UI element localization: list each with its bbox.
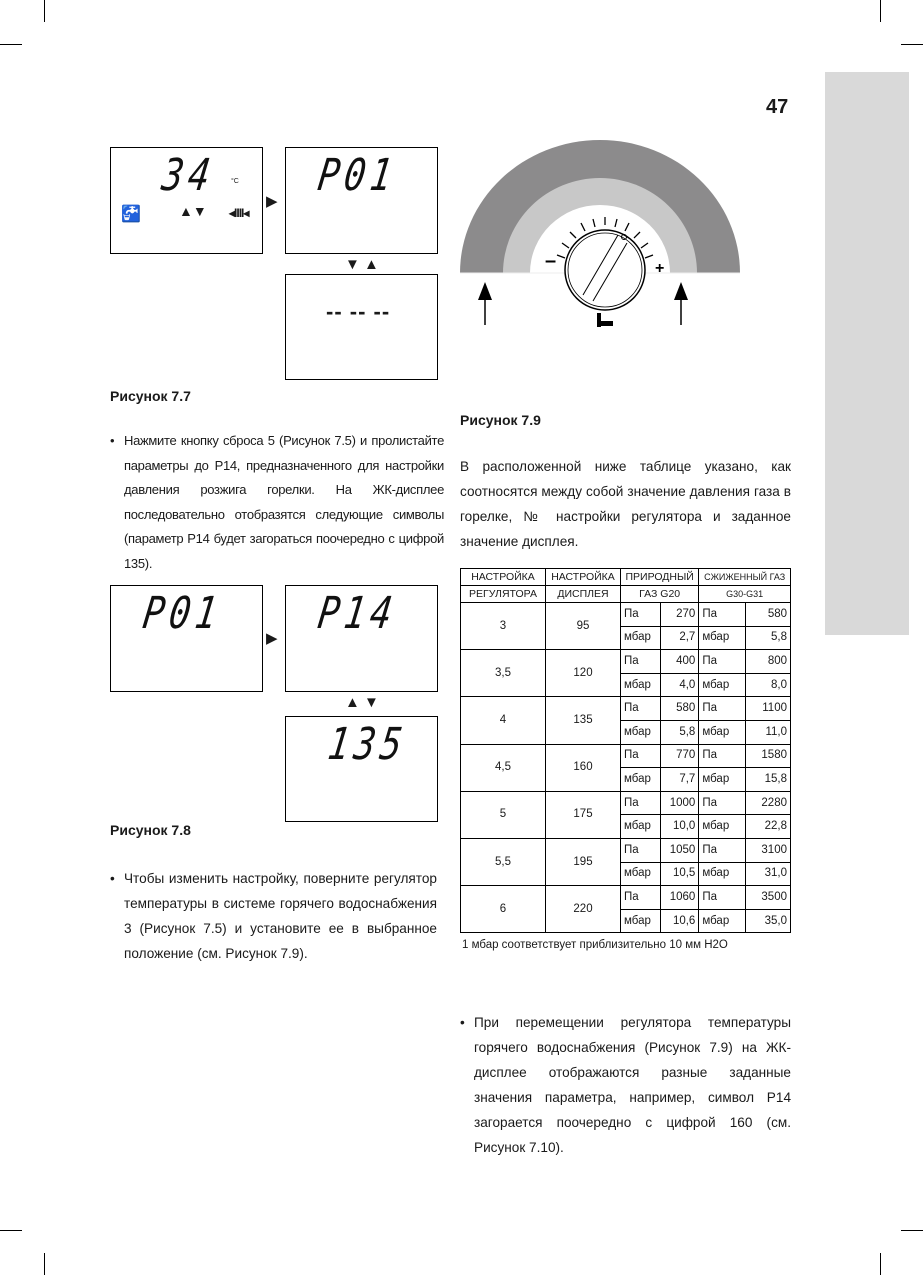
natural-gas-mbar: 4,0: [660, 673, 698, 697]
celsius-unit: °C: [231, 178, 239, 185]
lcd-display-135: [285, 716, 438, 822]
header-natural-gas: ПРИРОДНЫЙ: [621, 569, 699, 586]
lpg-pa: 1100: [746, 697, 791, 721]
table-row: [461, 838, 791, 862]
header-display: НАСТРОЙКА: [546, 569, 621, 586]
lcd-display-dashes: [285, 274, 438, 380]
temperature-value: 34: [158, 150, 218, 201]
regulator-setting: 4,5: [461, 744, 546, 791]
unit-label: Па: [621, 886, 661, 910]
unit-label: Па: [699, 838, 746, 862]
display-setting: 135: [546, 697, 621, 744]
header-regulator: НАСТРОЙКА: [461, 569, 546, 586]
lpg-mbar: 31,0: [746, 862, 791, 886]
page-number: 47: [766, 96, 789, 118]
lcd-display-p14: [285, 585, 438, 692]
display-setting: 220: [546, 886, 621, 933]
table-row: [461, 886, 791, 910]
updown-blink-icon: ▲▼: [179, 203, 207, 219]
lpg-mbar: 11,0: [746, 720, 791, 744]
regulator-setting: 4: [461, 697, 546, 744]
lcd-display-p01: [285, 147, 438, 254]
crop-mark: [901, 1230, 923, 1231]
lpg-pa: 580: [746, 603, 791, 627]
arrow-right-icon: ▶: [266, 630, 278, 647]
lpg-pa: 3500: [746, 886, 791, 910]
crop-mark: [901, 44, 923, 45]
table-row: [461, 744, 791, 768]
unit-label: Па: [699, 886, 746, 910]
unit-label: Па: [699, 744, 746, 768]
unit-label: Па: [699, 791, 746, 815]
lpg-mbar: 5,8: [746, 626, 791, 650]
figure-caption: Рисунок 7.9: [460, 412, 541, 428]
lpg-mbar: 8,0: [746, 673, 791, 697]
natural-gas-mbar: 10,6: [660, 909, 698, 933]
header-lpg: СЖИЖЕННЫЙ ГАЗ: [699, 569, 791, 586]
crop-mark: [44, 0, 45, 22]
regulator-setting: 5: [461, 791, 546, 838]
unit-label: мбар: [699, 673, 746, 697]
lcd-display-temperature: [110, 147, 263, 254]
arrow-up-right-icon: [674, 282, 688, 325]
unit-label: мбар: [699, 909, 746, 933]
display-setting: 195: [546, 838, 621, 885]
unit-label: Па: [621, 697, 661, 721]
unit-label: мбар: [699, 768, 746, 792]
unit-label: мбар: [621, 862, 661, 886]
unit-label: Па: [699, 650, 746, 674]
header-lpg-2: G30-G31: [699, 586, 791, 603]
unit-label: мбар: [621, 815, 661, 839]
crop-mark: [44, 1253, 45, 1275]
unit-label: мбар: [621, 626, 661, 650]
display-text: 135: [324, 719, 410, 770]
section-tab: [825, 72, 909, 635]
natural-gas-mbar: 10,0: [660, 815, 698, 839]
lpg-pa: 2280: [746, 791, 791, 815]
table-footnote: 1 мбар соответствует приблизительно 10 мм H2O: [462, 939, 728, 952]
lpg-pa: 3100: [746, 838, 791, 862]
unit-label: мбар: [699, 720, 746, 744]
table-block: [460, 568, 791, 952]
lcd-display-p01: [110, 585, 263, 692]
plus-sign: +: [655, 260, 665, 277]
regulator-setting: 6: [461, 886, 546, 933]
figure-caption: Рисунок 7.8: [110, 822, 191, 838]
unit-label: Па: [699, 603, 746, 627]
header-regulator-2: РЕГУЛЯТОРА: [461, 586, 546, 603]
figure-caption: Рисунок 7.7: [110, 388, 191, 404]
display-setting: 160: [546, 744, 621, 791]
natural-gas-pa: 770: [660, 744, 698, 768]
display-text: P01: [139, 588, 225, 639]
display-text: P01: [314, 150, 400, 201]
crop-mark: [0, 44, 22, 45]
unit-label: Па: [621, 744, 661, 768]
tap-icon: 🚰: [121, 206, 141, 223]
natural-gas-pa: 400: [660, 650, 698, 674]
crop-mark: [880, 0, 881, 22]
unit-label: мбар: [621, 720, 661, 744]
display-text: -- -- --: [326, 299, 391, 324]
natural-gas-pa: 580: [660, 697, 698, 721]
natural-gas-pa: 1050: [660, 838, 698, 862]
dial-knob: [565, 230, 645, 310]
arrows-updown-icon: ▲ ▼: [345, 694, 379, 711]
table-row: [461, 697, 791, 721]
table-row: [461, 791, 791, 815]
regulator-setting: 3: [461, 603, 546, 650]
header-natural-gas-2: ГАЗ G20: [621, 586, 699, 603]
unit-label: мбар: [621, 768, 661, 792]
hot-water-tap-icon: [597, 313, 613, 327]
unit-label: Па: [621, 791, 661, 815]
natural-gas-pa: 1060: [660, 886, 698, 910]
natural-gas-pa: 1000: [660, 791, 698, 815]
unit-label: Па: [621, 838, 661, 862]
crop-mark: [0, 1230, 22, 1231]
minus-sign: –: [545, 250, 557, 272]
natural-gas-pa: 270: [660, 603, 698, 627]
display-setting: 175: [546, 791, 621, 838]
arrow-right-icon: ▶: [266, 193, 278, 210]
unit-label: Па: [621, 603, 661, 627]
display-setting: 95: [546, 603, 621, 650]
unit-label: мбар: [621, 673, 661, 697]
regulator-setting: 5,5: [461, 838, 546, 885]
unit-label: мбар: [699, 862, 746, 886]
instruction-bullet: • Нажмите кнопку сброса 5 (Рисунок 7.5) и пролистайте параметры до P14, предназначенного для настройки давления розжига горелки. На ЖК-дисплее последовательно отобразятся следующие символы (параметр P14 будет загораться поочередно с цифрой 135).: [110, 429, 444, 576]
header-display-2: ДИСПЛЕЯ: [546, 586, 621, 603]
unit-label: Па: [621, 650, 661, 674]
arrows-updown-icon: ▼ ▲: [345, 256, 379, 273]
lpg-pa: 800: [746, 650, 791, 674]
display-text: P14: [314, 588, 400, 639]
unit-label: мбар: [699, 815, 746, 839]
regulator-setting: 3,5: [461, 650, 546, 697]
lpg-mbar: 35,0: [746, 909, 791, 933]
crop-mark: [880, 1253, 881, 1275]
radiator-icon: ◂IIII◂: [229, 206, 249, 220]
instruction-bullet: • Чтобы изменить настройку, поверните регулятор температуры в системе горячего водоснабжения 3 (Рисунок 7.5) и установите ее в выбранное положение (см. Рисунок 7.9).: [110, 866, 437, 966]
natural-gas-mbar: 10,5: [660, 862, 698, 886]
unit-label: мбар: [621, 909, 661, 933]
instruction-bullet: • При перемещении регулятора температуры горячего водоснабжения (Рисунок 7.9) на ЖК-дисплее отображаются разные заданные значения параметра, например, символ P14 загорается поочередно с цифрой 160 (см. Рисунок 7.10).: [460, 1010, 791, 1160]
table-row: [461, 603, 791, 627]
regulator-dial-diagram: [455, 135, 795, 335]
arrow-up-left-icon: [478, 282, 492, 325]
unit-label: Па: [699, 697, 746, 721]
table-intro: В расположенной ниже таблице указано, как соотносятся между собой значение давления газа в горелке, № настройки регулятора и заданное значение дисплея.: [460, 459, 791, 549]
table-row: [461, 650, 791, 674]
natural-gas-mbar: 5,8: [660, 720, 698, 744]
unit-label: мбар: [699, 626, 746, 650]
display-setting: 120: [546, 650, 621, 697]
lpg-mbar: 15,8: [746, 768, 791, 792]
lpg-mbar: 22,8: [746, 815, 791, 839]
natural-gas-mbar: 2,7: [660, 626, 698, 650]
pressure-settings-table: [460, 568, 791, 933]
natural-gas-mbar: 7,7: [660, 768, 698, 792]
lpg-pa: 1580: [746, 744, 791, 768]
